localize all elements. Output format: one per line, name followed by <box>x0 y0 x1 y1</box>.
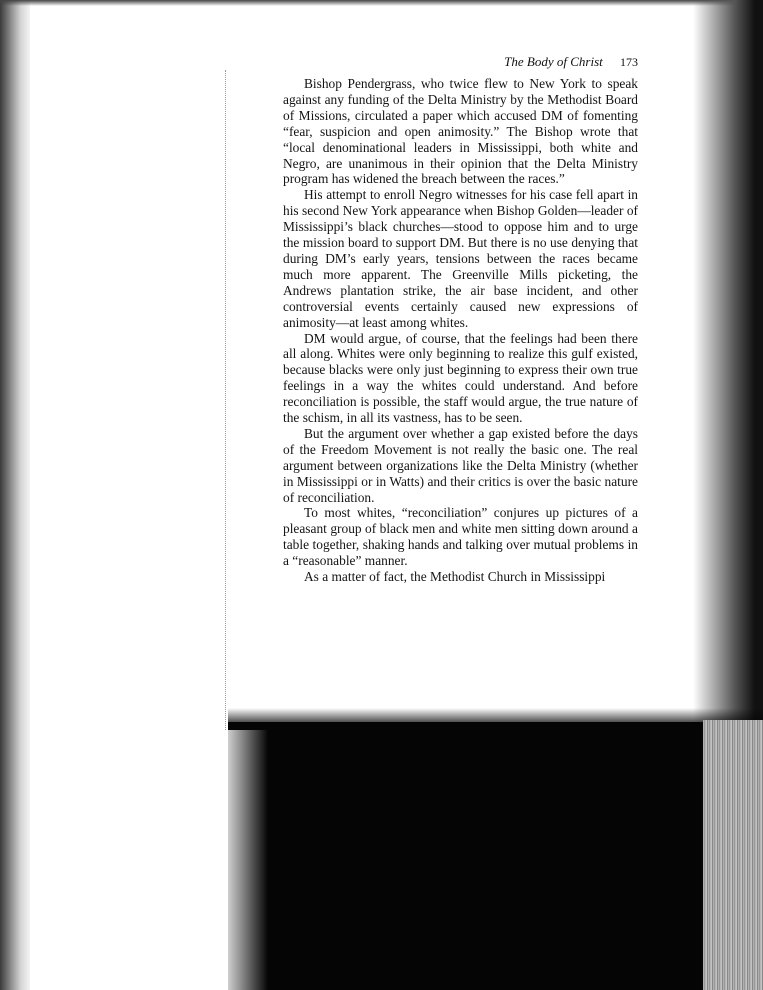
paragraph: To most whites, “reconciliation” conjures up pictures of a pleasant group of black men and white men sitting down around a table together, shaking hands and talking over mutual problems in a “reasonable” manner. <box>283 505 638 569</box>
running-head-title: The Body of Christ <box>504 54 603 69</box>
scan-noise-bottom-right <box>703 720 763 990</box>
paragraph: DM would argue, of course, that the feelings had been there all along. Whites were only beginning to realize this gulf existed, because blacks were only just beginning to express their own true feelings in a way the whites could understand. And before reconciliation is possible, the staff would argue, the true nature of the schism, in all its vastness, has to be seen. <box>283 330 638 426</box>
page-left-edge <box>225 70 226 730</box>
paragraph: As a matter of fact, the Methodist Church in Mississippi <box>304 569 606 585</box>
paragraph: Bishop Pendergrass, who twice flew to New York to speak against any funding of the Delta Ministry by the Methodist Board of Missions, circulated a paper which accused DM of fomenting “fear, suspicion and open animosity.” The Bishop wrote that “local denominational leaders in Mississippi, both white and Negro, are unanimous in their opinion that the Delta Ministry program has widened the breach between the races.” <box>283 76 638 187</box>
binding-gutter <box>0 0 30 990</box>
page-top-edge <box>0 0 763 6</box>
scan-background-bottom <box>228 722 763 990</box>
body-text <box>283 76 638 585</box>
paragraph: His attempt to enroll Negro witnesses for his case fell apart in his second New York appearance when Bishop Golden—leader of Mississippi’s black churches—stood to oppose him and to urge the mission board to support DM. But there is no use denying that during DM’s early years, tensions between the races became much more apparent. The Greenville Mills picketing, the Andrews plantation strike, the air base incident, and other controversial events certainly caused new expressions of animosity—at least among whites. <box>283 187 638 330</box>
page-number: 173 <box>620 55 638 69</box>
scan-noise-bottom-left <box>228 730 268 990</box>
running-head <box>283 54 638 70</box>
paragraph: But the argument over whether a gap existed before the days of the Freedom Movement is not really the basic one. The real argument between organizations like the Delta Ministry (whether in Mississippi or in Watts) and their critics is over the basic nature of reconciliation. <box>283 425 638 505</box>
